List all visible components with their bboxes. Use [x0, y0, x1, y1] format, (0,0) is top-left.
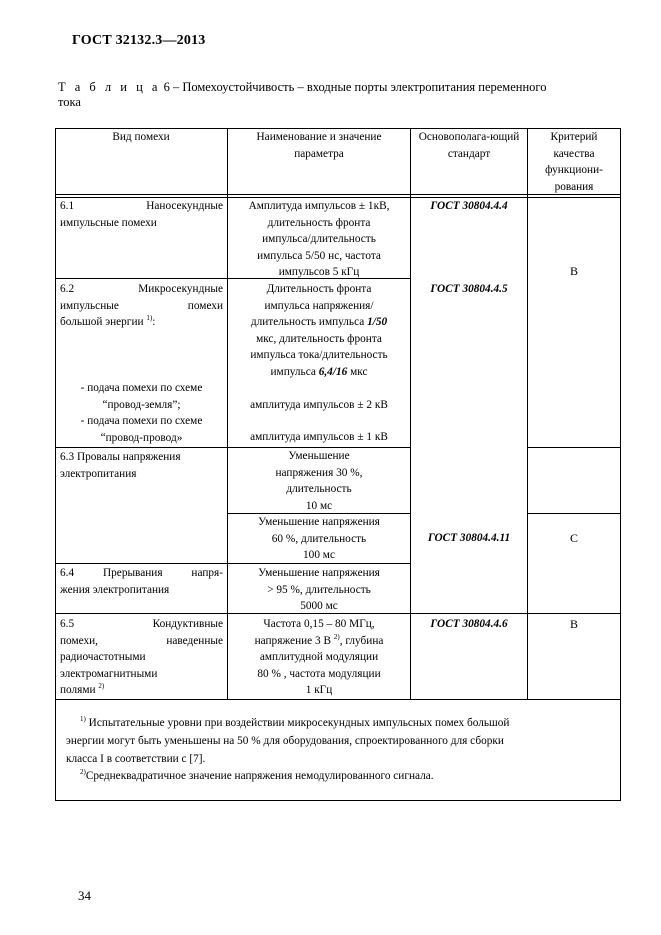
table-caption — [58, 80, 618, 110]
row-6-4-parameter: Уменьшение напряжения > 95 %, длительность 5000 мс — [258, 567, 380, 613]
row-6-1-type: 6.1 Наносекундные импульсные помехи — [60, 200, 223, 229]
document-header: ГОСТ 32132.3—2013 — [72, 33, 206, 48]
row-6-5-standard: ГОСТ 30804.4.6 — [430, 618, 508, 630]
footnote-1: $^{1)}$ Испытательные уровни при воздействии микросекундных импульсных помех большой энергии могут быть уменьшены на 50 % для оборудования, спроектированного для сборки класса I в соответствии с [7]. — [66, 715, 510, 765]
column-header-standard: Основополага-ющий стандарт — [418, 131, 520, 160]
row-6-2-amplitude-2: амплитуда импульсов ± 1 кВ — [250, 431, 388, 443]
page-number: 34 — [78, 888, 91, 903]
table-caption-text: – Помехоустойчивость – входные порты электропитания переменного — [169, 80, 547, 94]
row-6-3-parameter-1: Уменьшение напряжения 30 %, длительность 10 мс — [275, 450, 363, 512]
row-6-5-criterion: В — [569, 617, 578, 631]
row-6-4-type: 6.4 Прерывания напря- жения электропитания — [60, 567, 223, 596]
row-6-5-parameter: Частота 0,15 – 80 МГц, напряжение 3 В $^{2)}$, глубина амплитудной модуляции 80 % , частота модуляции 1 кГц — [254, 618, 384, 697]
table-caption-text-2: тока — [58, 95, 81, 109]
table-caption-number: 6 — [163, 80, 170, 94]
row-6-2-parameter: Длительность фронта импульса напряжения/ длительность импульса 1/50 мкс, длительность фронта импульса тока/длительность импульса 6,4/16 мкс — [250, 283, 388, 378]
footnote-2: $^{2)}$Среднеквадратичное значение напряжения немодулированного сигнала. — [80, 768, 434, 782]
row-6-3-parameter-2: Уменьшение напряжения 60 %, длительность 100 мс — [258, 516, 380, 562]
row-6-2-type: 6.2 Микросекундные импульсные помехи большой энергии $^{1)}$: — [60, 283, 223, 329]
column-header-criterion: Критерий качества функциони-рования — [545, 131, 603, 193]
row-6-1-standard: ГОСТ 30804.4.4 — [430, 200, 508, 212]
column-header-parameter: Наименование и значение параметра — [256, 131, 382, 160]
row-6-2-standard: ГОСТ 30804.4.5 — [430, 283, 508, 295]
column-header-type: Вид помехи — [112, 131, 170, 143]
criterion-c-6-3-6-4: С — [569, 531, 578, 545]
row-6-2-subtypes: - подача помехи по схеме “провод-земля”; - подача помехи по схеме “провод-провод» — [80, 382, 203, 444]
row-6-1-parameter: Амплитуда импульсов ± 1кВ, длительность фронта импульса/длительность импульса 5/50 нс, частота импульсов 5 кГц — [248, 200, 390, 279]
criterion-b-6-1-6-2: В — [569, 264, 578, 278]
row-6-2-amplitude-1: амплитуда импульсов ± 2 кВ — [250, 399, 388, 411]
table-caption-label: Т а б л и ц а — [58, 80, 161, 94]
row-6-3-type: 6.3 Провалы напряжения электропитания — [60, 451, 181, 480]
standard-6-3-6-4: ГОСТ 30804.4.11 — [427, 532, 511, 544]
row-6-5-type: 6.5 Кондуктивные помехи, наведенные радиочастотными электромагнитными полями $^{2)}$ — [60, 618, 223, 697]
